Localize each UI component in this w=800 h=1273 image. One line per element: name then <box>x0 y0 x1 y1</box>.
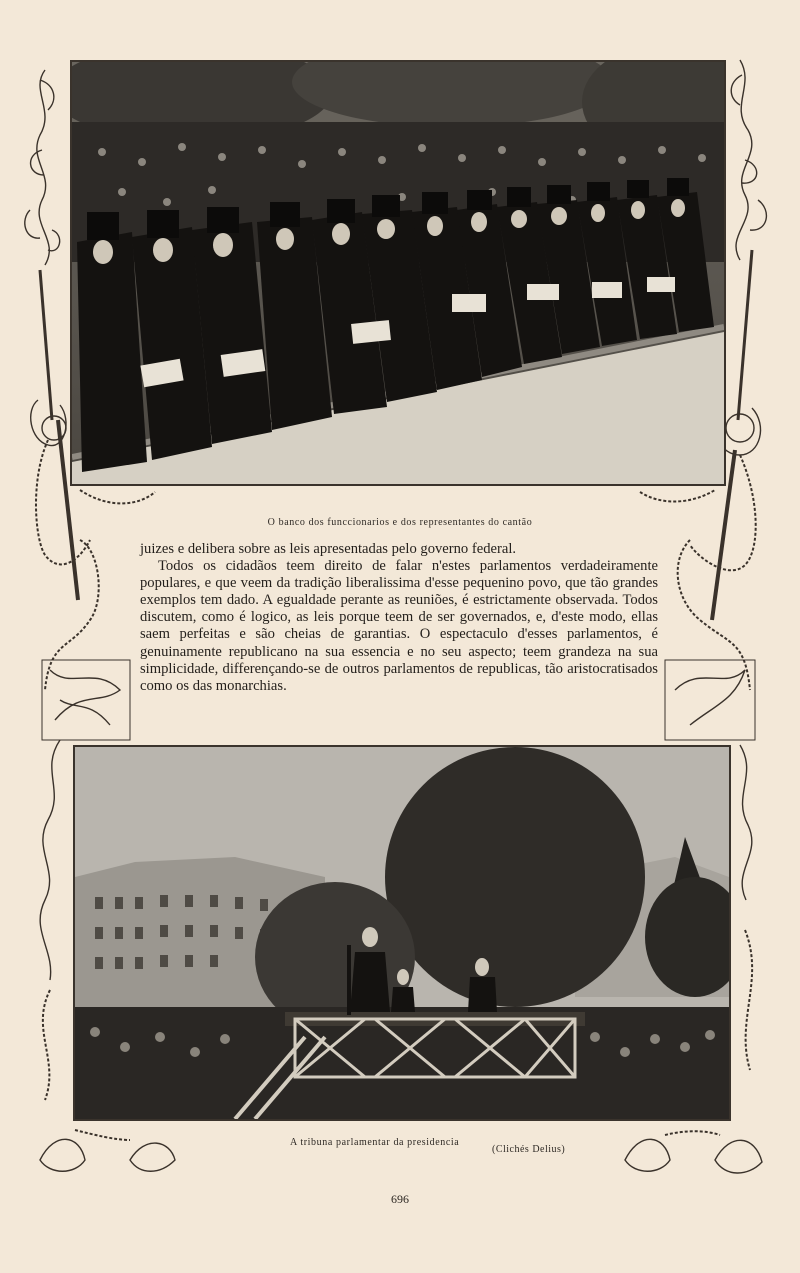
article-body <box>140 541 658 695</box>
article-paragraph: Todos os cidadãos teem direito de falar n'estes parlamentos verdadeiramente populares, e que veem da tradição liberalissima d'esse pequenino povo, que tão grandes exemplos tem dado. A egualdade perante as reuniões, é estrictamente observada. Todos discutem, como é logico, as leis porque teem de ser governados, e, d'este modo, ellas saem perfeitas e são cheias de garantias. O espectaculo d'esses parlamentos, é genuinamente republicano na sua essencia e no seu aspecto; teem grandeza na sua simplicidade, differençando-se de outros parlamentos de republicas, tão aristocratisados como os das monarchias. <box>140 558 658 694</box>
page-number: 696 <box>391 1192 409 1206</box>
photo-caption-top: O banco dos funccionarios e dos representantes do cantão <box>267 517 533 528</box>
photo-presidential-tribune <box>73 745 731 1121</box>
photo-caption-bottom: A tribuna parlamentar da presidencia <box>290 1137 460 1148</box>
photo-officials-bench <box>70 60 726 486</box>
article-paragraph: juizes e delibera sobre as leis apresentadas pelo governo federal. <box>140 541 517 557</box>
photo-credit: (Clichés Delius) <box>492 1144 566 1155</box>
